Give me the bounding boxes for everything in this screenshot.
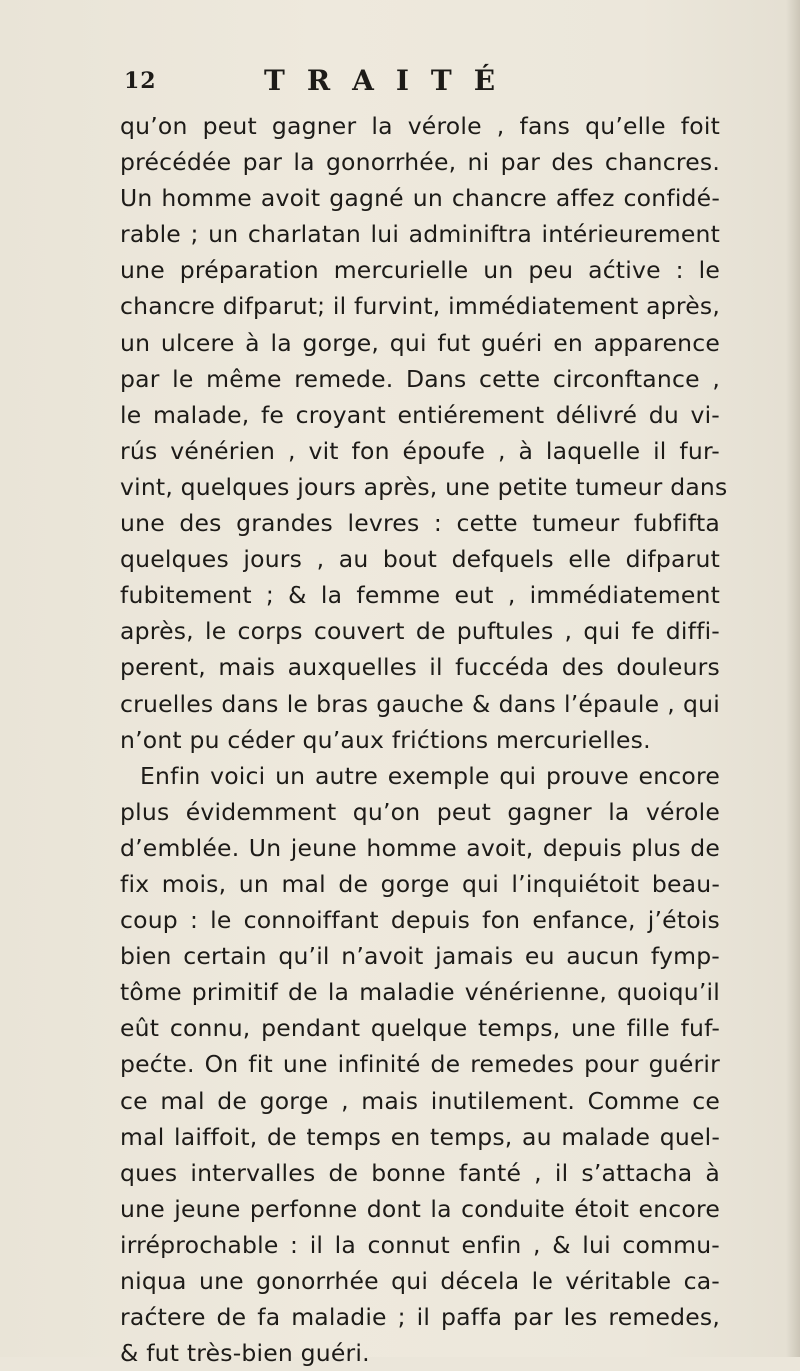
text-line: Un homme avoit gagné un chancre affez confidé- <box>120 184 720 213</box>
text-line: perent, mais auxquelles il fuccéda des douleurs <box>120 653 720 682</box>
text-line: rús vénérien , vit fon époufe , à laquelle il fur- <box>120 436 720 465</box>
text-line: une préparation mercurielle un peu aćtive : le <box>120 256 720 285</box>
text-line: & fut très-bien guéri. <box>120 1339 370 1368</box>
text-line: ce mal de gorge , mais inutilement. Comme ce <box>120 1086 720 1115</box>
text-line: irréprochable : il la connut enfin , & lui commu- <box>120 1230 720 1259</box>
text-line: d’emblée. Un jeune homme avoit, depuis plus de <box>120 833 720 862</box>
text-line: raćtere de fa maladie ; il paffa par les remedes, <box>120 1303 720 1332</box>
text-line: par le même remede. Dans cette circonftance , <box>120 364 720 393</box>
body-text <box>120 108 728 1371</box>
text-line: ques intervalles de bonne fanté , il s’attacha à <box>120 1158 720 1187</box>
text-line: chancre difparut; il furvint, immédiatement après, <box>120 292 720 321</box>
page-header <box>124 64 704 104</box>
text-line: bien certain qu’il n’avoit jamais eu aucun fymp- <box>120 942 720 971</box>
text-line: vint, quelques jours après, une petite tumeur dans <box>120 472 728 501</box>
text-line: rable ; un charlatan lui adminiftra intérieurement <box>120 220 720 249</box>
page-edge-shadow <box>786 0 800 1357</box>
text-line: n’ont pu céder qu’aux frićtions mercurielles. <box>120 725 651 754</box>
text-line: niqua une gonorrhée qui décela le véritable ca- <box>120 1267 720 1295</box>
text-line: pećte. On fit une infinité de remedes pour guérir <box>120 1050 720 1079</box>
text-line: mal laiffoit, de temps en temps, au malade quel- <box>120 1122 720 1151</box>
text-line: fix mois, un mal de gorge qui l’inquiétoit beau- <box>120 869 720 898</box>
text-line: cruelles dans le bras gauche & dans l’épaule , qui <box>120 689 720 718</box>
page-number: 12 <box>124 68 157 94</box>
text-line: plus évidemment qu’on peut gagner la vérole <box>120 797 720 826</box>
text-line: tôme primitif de la maladie vénérienne, quoiqu’il <box>120 978 720 1007</box>
running-title: TRAITÉ <box>264 64 518 97</box>
text-line: une jeune perfonne dont la conduite étoit encore <box>120 1194 720 1223</box>
text-line: une des grandes levres : cette tumeur fubfifta <box>120 509 720 538</box>
text-line: eût connu, pendant quelque temps, une fille fuf- <box>120 1014 720 1043</box>
text-line: après, le corps couvert de puftules , qui fe diffi- <box>120 617 720 646</box>
text-line: un ulcere à la gorge, qui fut guéri en apparence <box>120 328 720 357</box>
text-line: le malade, fe croyant entiérement délivré du vi- <box>120 400 720 429</box>
text-line: qu’on peut gagner la vérole , fans qu’elle foit <box>120 112 720 140</box>
text-line: fubitement ; & la femme eut , immédiatement <box>120 581 720 610</box>
text-line: quelques jours , au bout defquels elle difparut <box>120 545 720 574</box>
text-line: Enfin voici un autre exemple qui prouve encore <box>140 761 720 790</box>
text-line: précédée par la gonorrhée, ni par des chancres. <box>120 148 720 177</box>
text-line: coup : le connoiffant depuis fon enfance, j’étois <box>120 906 720 935</box>
